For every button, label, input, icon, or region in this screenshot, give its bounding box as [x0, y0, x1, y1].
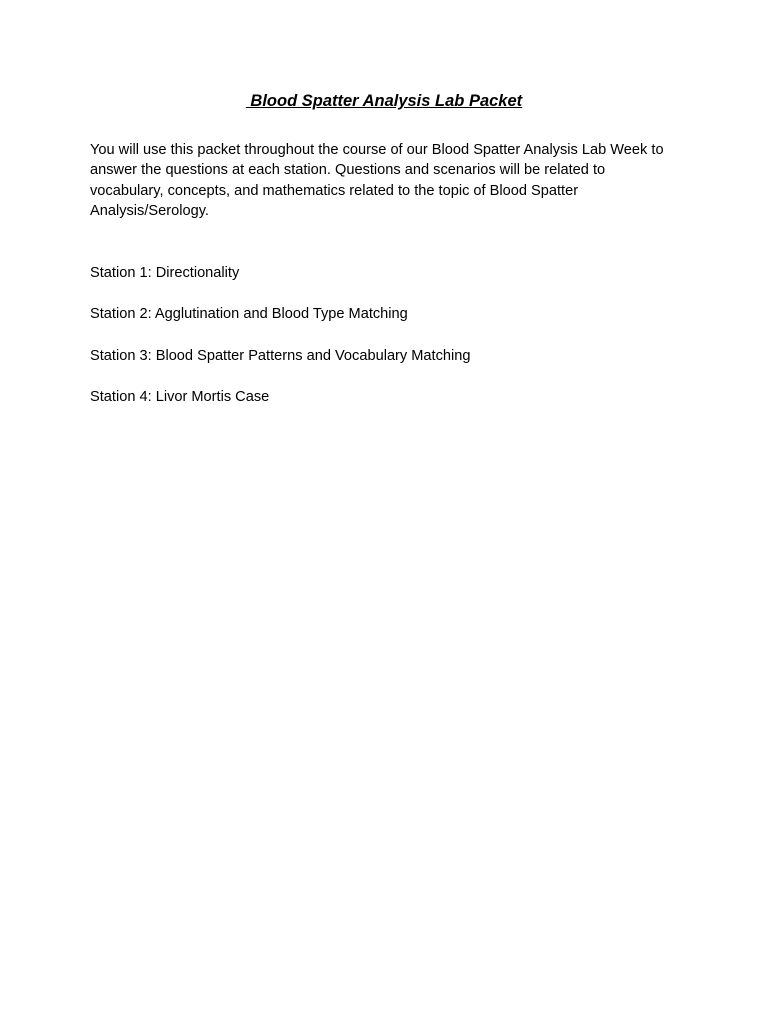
station-item: Station 2: Agglutination and Blood Type Matching — [90, 306, 408, 323]
station-item: Station 4: Livor Mortis Case — [90, 388, 270, 405]
document-title: Blood Spatter Analysis Lab Packet — [245, 92, 523, 110]
intro-paragraph: You will use this packet throughout the course of our Blood Spatter Analysis Lab Week to answer the questions at each station. Questions and scenarios will be related to vocabulary, concepts, and mathematics related to the topic of Blood Spatter Analysis/Serology. — [90, 142, 664, 219]
station-item: Station 3: Blood Spatter Patterns and Vocabulary Matching — [90, 347, 471, 364]
station-list — [90, 263, 471, 428]
station-item: Station 1: Directionality — [90, 265, 240, 281]
